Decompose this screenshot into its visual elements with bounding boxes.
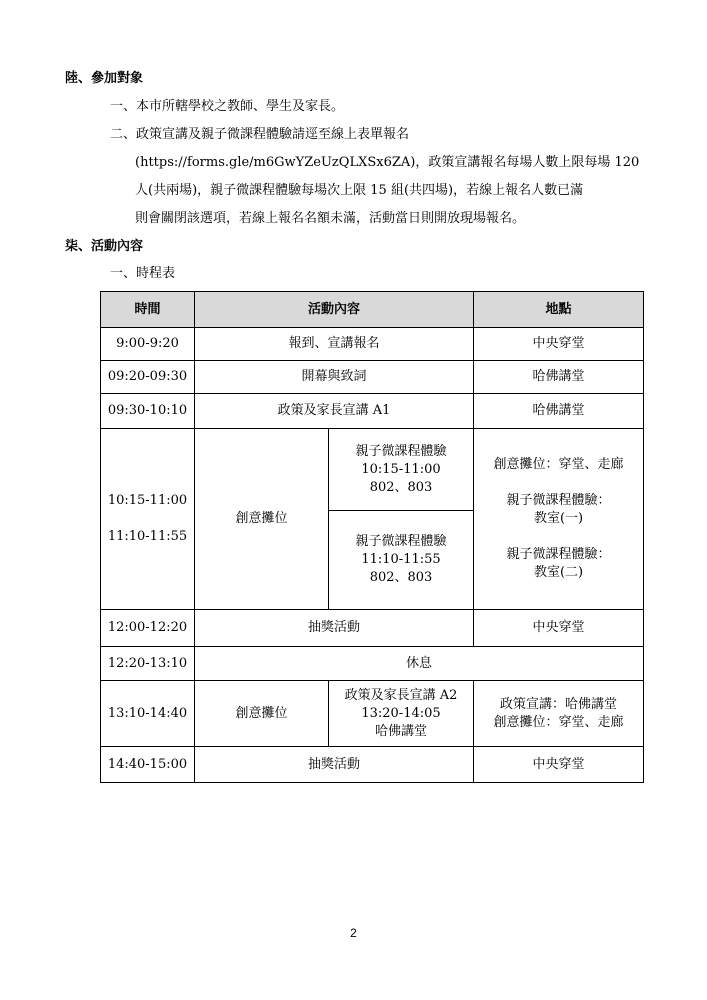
page-number: 2 [350, 926, 357, 940]
cell-booth: 創意攤位 [195, 681, 329, 747]
cell-time-multi [101, 429, 195, 610]
cell-place: 中央穿堂 [474, 747, 644, 783]
cell-place: 哈佛講堂 [474, 394, 644, 429]
cell-content: 抽獎活動 [195, 610, 474, 647]
table-row [101, 647, 644, 681]
table-header-row [101, 292, 644, 328]
cell-content: 抽獎活動 [195, 747, 474, 783]
cell-time-2: 11:10-11:55 [107, 529, 188, 544]
cell-place: 中央穿堂 [474, 610, 644, 647]
class-1-name: 親子微課程體驗 [355, 443, 447, 459]
place-2a: 親子微課程體驗： [506, 493, 611, 508]
class-2-time: 11:10-11:55 [361, 552, 441, 567]
cell-place: 中央穿堂 [474, 328, 644, 361]
cell-place: 哈佛講堂 [474, 361, 644, 394]
place-3a: 親子微課程體驗： [506, 547, 611, 562]
place-1: 政策宣講：哈佛講堂 [500, 696, 618, 712]
header-place: 地點 [474, 292, 644, 328]
class-1-time: 10:15-11:00 [361, 461, 441, 477]
table-row [101, 610, 644, 647]
header-content: 活動內容 [195, 292, 474, 328]
section-6-item-2-line-4: 則會關閉該選項，若線上報名名額未滿，活動當日則開放現場報名。 [135, 211, 526, 226]
cell-time: 9:00-9:20 [101, 328, 195, 361]
table-row [101, 747, 644, 783]
table-row [101, 328, 644, 361]
cell-time: 14:40-15:00 [101, 747, 195, 783]
cell-time: 13:10-14:40 [101, 681, 195, 747]
schedule-table [100, 291, 644, 783]
cell-place-multi [474, 681, 644, 747]
section-6-item-2: 二、政策宣講及親子微課程體驗請逕至線上表單報名 [110, 127, 410, 142]
section-6-item-2-line-3: 人(共兩場)，親子微課程體驗每場次上限 15 組(共四場)，若線上報名人數已滿 [135, 183, 584, 198]
header-time: 時間 [101, 292, 195, 328]
cell-time-1: 10:15-11:00 [107, 493, 188, 508]
cell-time: 12:00-12:20 [101, 610, 195, 647]
cell-time: 09:20-09:30 [101, 361, 195, 394]
section-7-heading: 柒、活動內容 [65, 239, 144, 254]
cell-place-multi [474, 429, 644, 610]
place-3b: 教室(二) [533, 565, 584, 580]
cell-talk [329, 681, 474, 747]
place-2: 創意攤位：穿堂、走廊 [493, 714, 624, 730]
class-2-name: 親子微課程體驗 [355, 534, 447, 549]
section-6-item-2-line-2: (https://forms.gle/m6GwYZeUzQLXSx6ZA)，政策宣講報名每場人數上限每場 120 [135, 155, 640, 170]
cell-time: 09:30-10:10 [101, 394, 195, 429]
table-row [101, 681, 644, 747]
cell-time: 12:20-13:10 [101, 647, 195, 681]
table-row [101, 361, 644, 394]
class-1-rooms: 802、803 [369, 479, 433, 495]
cell-content: 報到、宣講報名 [195, 328, 474, 361]
cell-content: 政策及家長宣講 A1 [195, 394, 474, 429]
cell-class-1 [329, 429, 474, 511]
section-6-item-1: 一、本市所轄學校之教師、學生及家長。 [110, 99, 345, 114]
cell-content: 休息 [195, 647, 644, 681]
cell-content: 開幕與致詞 [195, 361, 474, 394]
class-2-rooms: 802、803 [369, 570, 433, 585]
talk-name: 政策及家長宣講 A2 [344, 687, 458, 703]
place-1: 創意攤位：穿堂、走廊 [493, 457, 624, 472]
place-2b: 教室(一) [533, 511, 584, 526]
table-row [101, 429, 644, 511]
cell-class-2 [329, 511, 474, 610]
cell-booth: 創意攤位 [195, 429, 329, 610]
talk-place: 哈佛講堂 [375, 723, 428, 739]
table-row [101, 394, 644, 429]
talk-time: 13:20-14:05 [361, 705, 441, 721]
section-7-sub-1: 一、時程表 [110, 266, 176, 281]
section-6-heading: 陸、參加對象 [65, 71, 144, 86]
